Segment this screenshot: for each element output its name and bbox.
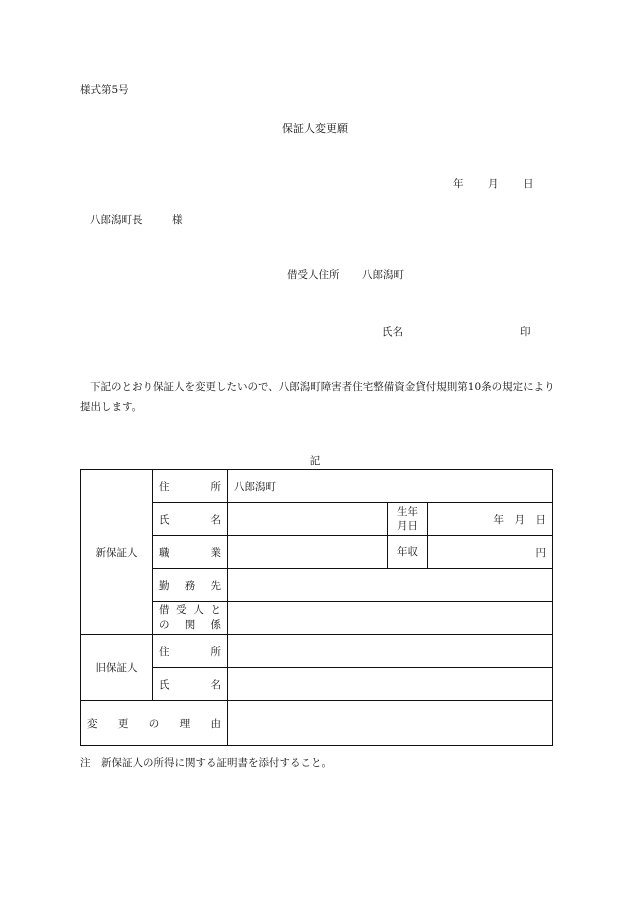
borrower-name-label: 氏名 [382, 326, 403, 338]
workplace-label: 勤務先 [153, 569, 228, 602]
relation-label-line2: の関係 [159, 619, 221, 631]
reason-label: 変更の理由 [81, 701, 228, 746]
old-name-label: 氏 名 [153, 668, 228, 701]
relation-label-line1: 借受人と [159, 604, 221, 616]
footnote: 注 新保証人の所得に関する証明書を添付すること。 [80, 757, 332, 769]
date-year-label: 年 [453, 178, 464, 190]
new-name-field[interactable] [228, 503, 388, 536]
old-address-label: 住 所 [153, 635, 228, 668]
relation-label [153, 602, 228, 635]
occupation-field[interactable] [228, 536, 388, 569]
old-guarantor-group-label: 旧保証人 [81, 635, 153, 701]
birthdate-label-line2: 月日 [397, 520, 418, 532]
date-month-label: 月 [488, 178, 499, 190]
income-label: 年収 [388, 536, 428, 569]
guarantor-table [80, 469, 553, 746]
seal-mark: 印 [520, 326, 531, 338]
addressee-honorific: 様 [172, 214, 183, 226]
income-field[interactable]: 円 [428, 536, 553, 569]
occupation-label: 職 業 [153, 536, 228, 569]
workplace-field[interactable] [228, 569, 553, 602]
table-row [81, 701, 553, 746]
old-name-field[interactable] [228, 668, 553, 701]
document-title: 保証人変更願 [282, 122, 348, 135]
body-paragraph: 下記のとおり保証人を変更したいので、八郎潟町障害者住宅整備資金貸付規則第10条の規定により提出します。 [80, 381, 555, 413]
table-row [81, 470, 553, 503]
reason-field[interactable] [228, 701, 553, 746]
borrower-address-label: 借受人住所 [287, 269, 340, 281]
borrower-address-value: 八郎潟町 [362, 269, 404, 281]
addressee-name: 八郎潟町長 [90, 214, 143, 226]
old-address-field[interactable] [228, 635, 553, 668]
ki-heading: 記 [309, 455, 321, 467]
table-row [81, 635, 553, 668]
birthdate-field[interactable]: 年 月 日 [428, 503, 553, 536]
birthdate-label-line1: 生年 [397, 506, 418, 518]
date-day-label: 日 [523, 178, 534, 190]
new-name-label: 氏 名 [153, 503, 228, 536]
new-address-value[interactable]: 八郎潟町 [228, 470, 553, 503]
new-address-label: 住 所 [153, 470, 228, 503]
new-guarantor-group-label: 新保証人 [81, 470, 153, 635]
relation-field[interactable] [228, 602, 553, 635]
form-number: 様式第5号 [80, 84, 129, 96]
birthdate-label [388, 503, 428, 536]
